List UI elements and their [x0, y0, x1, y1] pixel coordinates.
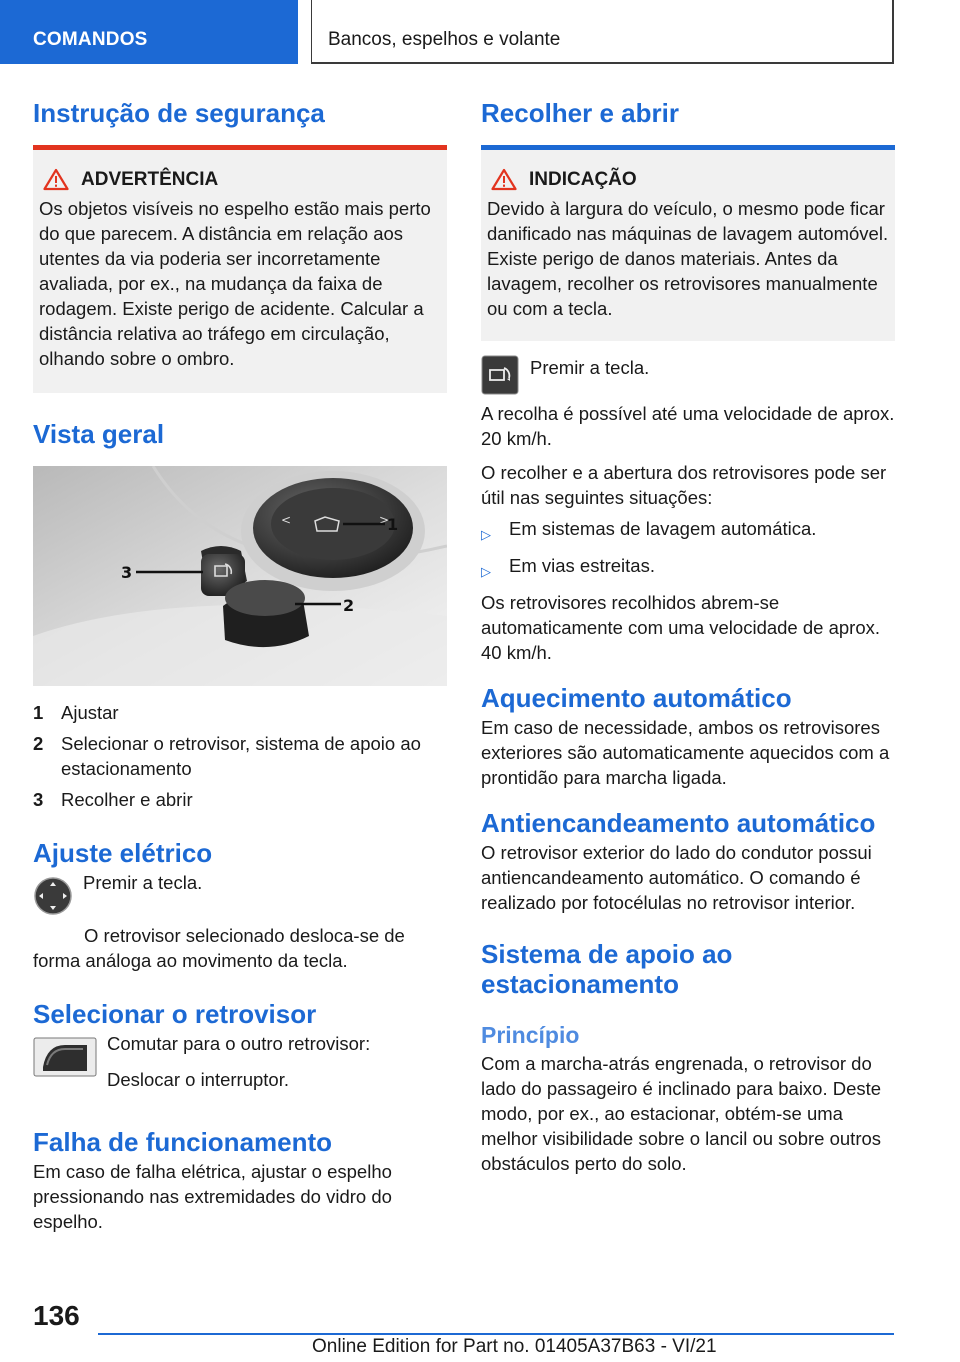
fail-title: Falha de funcionamento [33, 1127, 333, 1157]
photo-legend [33, 700, 447, 812]
left-column [33, 98, 447, 1234]
safety-title: Instrução de segurança [33, 98, 325, 128]
edition-text: Online Edition for Part no. 01405A37B63 - VI/21 [312, 1336, 717, 1357]
electric-text: O retrovisor selecionado desloca-se de forma análoga ao movimento da tecla. [33, 925, 405, 971]
bullet-triangle-icon: ▷ [481, 527, 491, 542]
select-title: Selecionar o retrovisor [33, 999, 317, 1029]
caution-triangle-icon [491, 168, 517, 191]
callout-3: 3 [121, 563, 133, 582]
note-heading [487, 168, 889, 191]
heat-text: Em caso de necessidade, ambos os retrovisores exteriores são automaticamente aquecidos com a prontidão para marcha ligada. [481, 717, 890, 788]
anti-text: O retrovisor exterior do lado do condutor possui antiencandeamento automático. O comando é realizado por fotocélulas no retrovisor interior. [481, 842, 872, 913]
note-label: INDICAÇÃO [529, 168, 637, 190]
list-item-text: Em vias estreitas. [509, 555, 655, 576]
callout-2: 2 [343, 596, 355, 615]
electric-title: Ajuste elétrico [33, 838, 213, 868]
chapter-tab [311, 0, 894, 64]
warning-heading [39, 168, 441, 191]
chapter-label: Bancos, espelhos e volante [328, 29, 561, 50]
fold-p3: Os retrovisores recolhidos abrem-se automaticamente com uma velocidade de aprox. 40 km/h. [481, 592, 880, 663]
fold-mirror-button-icon [481, 355, 519, 395]
fail-text: Em caso de falha elétrica, ajustar o espelho pressionando nas extremidades do vidro do espelho. [33, 1161, 392, 1232]
legend-num: 3 [33, 789, 44, 810]
electric-press: Premir a tecla. [83, 872, 203, 893]
warning-text: Os objetos visíveis no espelho estão mais perto do que parecem. A distância em relação aos utentes da via poderia ser incorretamente avaliada, por ex., na mudança da faixa de rodagem. Existe perigo de acidente. Calcular a distância relativa ao tráfego em circulação, olhando sobre o ombro. [39, 198, 431, 369]
legend-item [33, 787, 447, 812]
fold-title: Recolher e abrir [481, 98, 679, 128]
svg-text:<: < [281, 513, 292, 527]
legend-num: 1 [33, 702, 44, 723]
mirror-controls-photo [33, 466, 447, 686]
right-column [481, 98, 895, 1176]
section-label: COMANDOS [33, 29, 148, 50]
electric-row [33, 870, 447, 916]
principle-title: Princípio [481, 1022, 580, 1048]
svg-text:>: > [379, 513, 390, 527]
warning-label: ADVERTÊNCIA [81, 168, 219, 190]
select-line1: Comutar para o outro retrovisor: [107, 1033, 371, 1054]
mirror-selector-switch-icon [33, 1037, 97, 1077]
note-box [481, 145, 895, 341]
warning-box [33, 145, 447, 393]
principle-text: Com a marcha-atrás engrenada, o retrovisor do lado do passageiro é inclinado para baixo. Deste modo, por ex., ao estacionar, obtém-se uma melhor visibilidade sobre o lancil ou sobre outros obstáculos perto do solo. [481, 1053, 882, 1174]
legend-text: Selecionar o retrovisor, sistema de apoio ao estacionamento [61, 733, 421, 779]
situation-list [481, 516, 895, 584]
warning-triangle-icon [43, 168, 69, 191]
legend-num: 2 [33, 733, 44, 754]
heat-title: Aquecimento automático [481, 683, 792, 713]
footer-rule [98, 1333, 894, 1335]
list-item [481, 553, 895, 584]
select-line2: Deslocar o interruptor. [107, 1069, 290, 1090]
callout-1: 1 [387, 515, 399, 534]
mirror-adjust-button-icon [33, 876, 73, 916]
note-text: Devido à largura do veículo, o mesmo pode ficar danificado nas máquinas de lavagem automóvel. Existe perigo de danos materiais. Antes da lavagem, recolher os retrovisores manualmente ou com a tecla. [487, 198, 889, 319]
legend-text: Recolher e abrir [61, 789, 193, 810]
section-tab [0, 0, 298, 64]
fold-p1: A recolha é possível até uma velocidade de aprox. 20 km/h. [481, 403, 895, 449]
list-item-text: Em sistemas de lavagem automática. [509, 518, 817, 539]
bullet-triangle-icon: ▷ [481, 564, 491, 579]
legend-text: Ajustar [61, 702, 119, 723]
legend-item [33, 731, 447, 781]
select-row [33, 1031, 447, 1092]
anti-title: Antiencandeamento automático [481, 808, 876, 838]
page-number: 136 [33, 1300, 80, 1331]
overview-title: Vista geral [33, 419, 165, 449]
fold-row [481, 355, 895, 395]
legend-item [33, 700, 447, 725]
fold-press: Premir a tecla. [530, 357, 650, 378]
list-item [481, 516, 895, 547]
fold-p2: O recolher e a abertura dos retrovisores pode ser útil nas seguintes situações: [481, 462, 887, 508]
park-title: Sistema de apoio ao estacionamento [481, 939, 733, 999]
